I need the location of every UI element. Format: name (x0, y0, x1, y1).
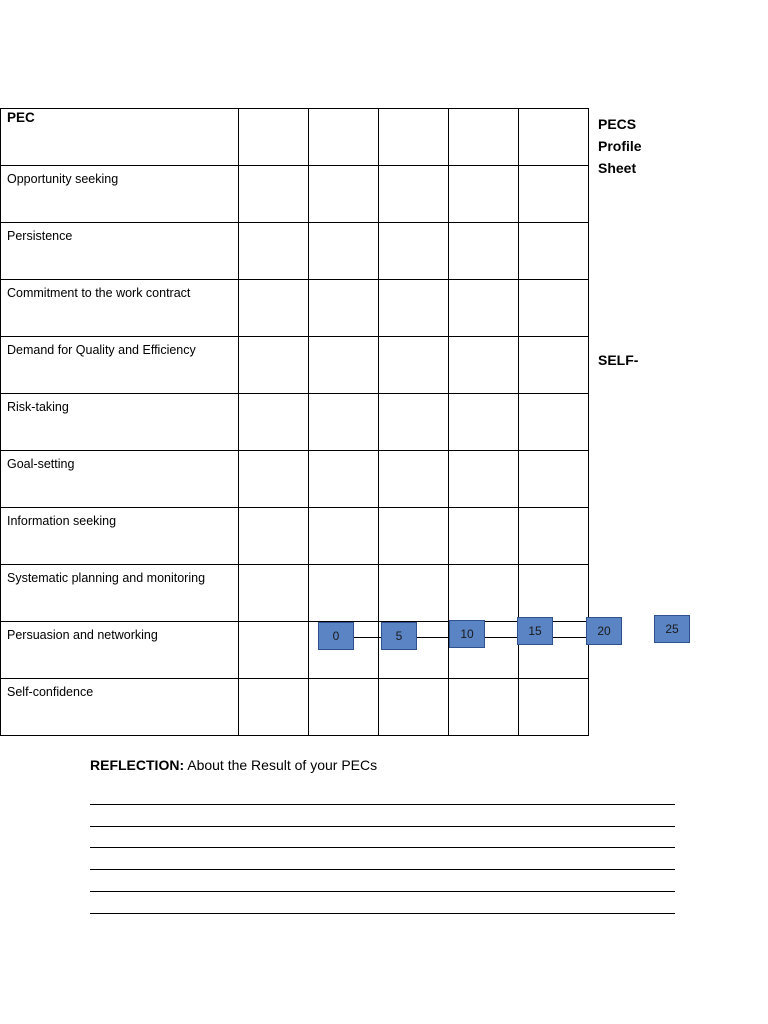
score-cell[interactable] (519, 508, 589, 565)
scale-marker: 10 (449, 620, 485, 648)
score-cell[interactable] (379, 451, 449, 508)
pec-label: Goal-setting (1, 451, 239, 508)
score-cell[interactable] (519, 223, 589, 280)
reflection-text: About the Result of your PECs (184, 757, 378, 773)
table-row (1, 280, 589, 337)
scale-marker: 20 (586, 617, 622, 645)
score-cell[interactable] (309, 565, 379, 622)
score-cell[interactable] (379, 109, 449, 166)
pec-label: Self-confidence (1, 679, 239, 736)
scale-marker: 5 (381, 622, 417, 650)
pec-label: Persuasion and networking (1, 622, 239, 679)
pec-column-header: PEC (1, 109, 239, 166)
table-row (1, 451, 589, 508)
score-cell[interactable] (379, 679, 449, 736)
score-cell[interactable] (519, 337, 589, 394)
score-cell[interactable] (519, 280, 589, 337)
title-line: PECS (598, 116, 637, 132)
score-cell[interactable] (239, 451, 309, 508)
score-cell[interactable] (309, 394, 379, 451)
score-cell[interactable] (519, 109, 589, 166)
score-cell[interactable] (519, 394, 589, 451)
title-line: Profile (598, 138, 642, 154)
scale-marker: 15 (517, 617, 553, 645)
score-cell[interactable] (239, 109, 309, 166)
score-cell[interactable] (449, 223, 519, 280)
score-cell[interactable] (309, 451, 379, 508)
score-cell[interactable] (449, 394, 519, 451)
pec-label: Commitment to the work contract (1, 280, 239, 337)
table-row (1, 679, 589, 736)
answer-line[interactable] (90, 846, 675, 848)
score-cell[interactable] (309, 109, 379, 166)
answer-line[interactable] (90, 868, 675, 870)
reflection-prompt (90, 757, 377, 773)
score-cell[interactable] (519, 451, 589, 508)
pec-label: Demand for Quality and Efficiency (1, 337, 239, 394)
score-cell[interactable] (239, 394, 309, 451)
title-line: Sheet (598, 160, 637, 176)
table-row (1, 394, 589, 451)
score-cell[interactable] (309, 223, 379, 280)
score-cell[interactable] (239, 223, 309, 280)
answer-line[interactable] (90, 825, 675, 827)
pec-label: Opportunity seeking (1, 166, 239, 223)
score-cell[interactable] (449, 109, 519, 166)
score-cell[interactable] (519, 679, 589, 736)
reflection-label: REFLECTION: (90, 757, 185, 773)
score-cell[interactable] (309, 508, 379, 565)
score-cell[interactable] (449, 280, 519, 337)
table-row (1, 565, 589, 622)
score-cell[interactable] (449, 166, 519, 223)
answer-line[interactable] (90, 912, 675, 914)
scale-marker: 25 (654, 615, 690, 643)
score-cell[interactable] (239, 280, 309, 337)
pec-label: Systematic planning and monitoring (1, 565, 239, 622)
score-cell[interactable] (379, 508, 449, 565)
score-cell[interactable] (449, 508, 519, 565)
score-cell[interactable] (519, 166, 589, 223)
pec-label: Risk-taking (1, 394, 239, 451)
answer-line[interactable] (90, 890, 675, 892)
table-row (1, 223, 589, 280)
score-cell[interactable] (309, 280, 379, 337)
score-cell[interactable] (239, 166, 309, 223)
score-cell[interactable] (379, 394, 449, 451)
score-cell[interactable] (309, 166, 379, 223)
score-cell[interactable] (239, 508, 309, 565)
score-cell[interactable] (239, 679, 309, 736)
table-row (1, 337, 589, 394)
table-row (1, 622, 589, 679)
score-cell[interactable] (239, 622, 309, 679)
pec-profile-table (0, 108, 589, 736)
pec-label: Information seeking (1, 508, 239, 565)
score-cell[interactable] (239, 337, 309, 394)
score-cell[interactable] (309, 679, 379, 736)
table-header-row (1, 109, 589, 166)
score-cell[interactable] (519, 565, 589, 622)
score-cell[interactable] (309, 337, 379, 394)
score-cell[interactable] (449, 565, 519, 622)
score-cell[interactable] (379, 166, 449, 223)
score-cell[interactable] (449, 337, 519, 394)
table-row (1, 508, 589, 565)
self-label: SELF- (598, 352, 639, 368)
score-cell[interactable] (239, 565, 309, 622)
score-cell[interactable] (379, 337, 449, 394)
score-cell[interactable] (449, 679, 519, 736)
score-cell[interactable] (379, 280, 449, 337)
score-cell[interactable] (379, 223, 449, 280)
table-row (1, 166, 589, 223)
score-cell[interactable] (449, 451, 519, 508)
pec-label: Persistence (1, 223, 239, 280)
scale-marker: 0 (318, 622, 354, 650)
answer-line[interactable] (90, 803, 675, 805)
score-cell[interactable] (379, 565, 449, 622)
profile-sheet-title (598, 113, 642, 179)
